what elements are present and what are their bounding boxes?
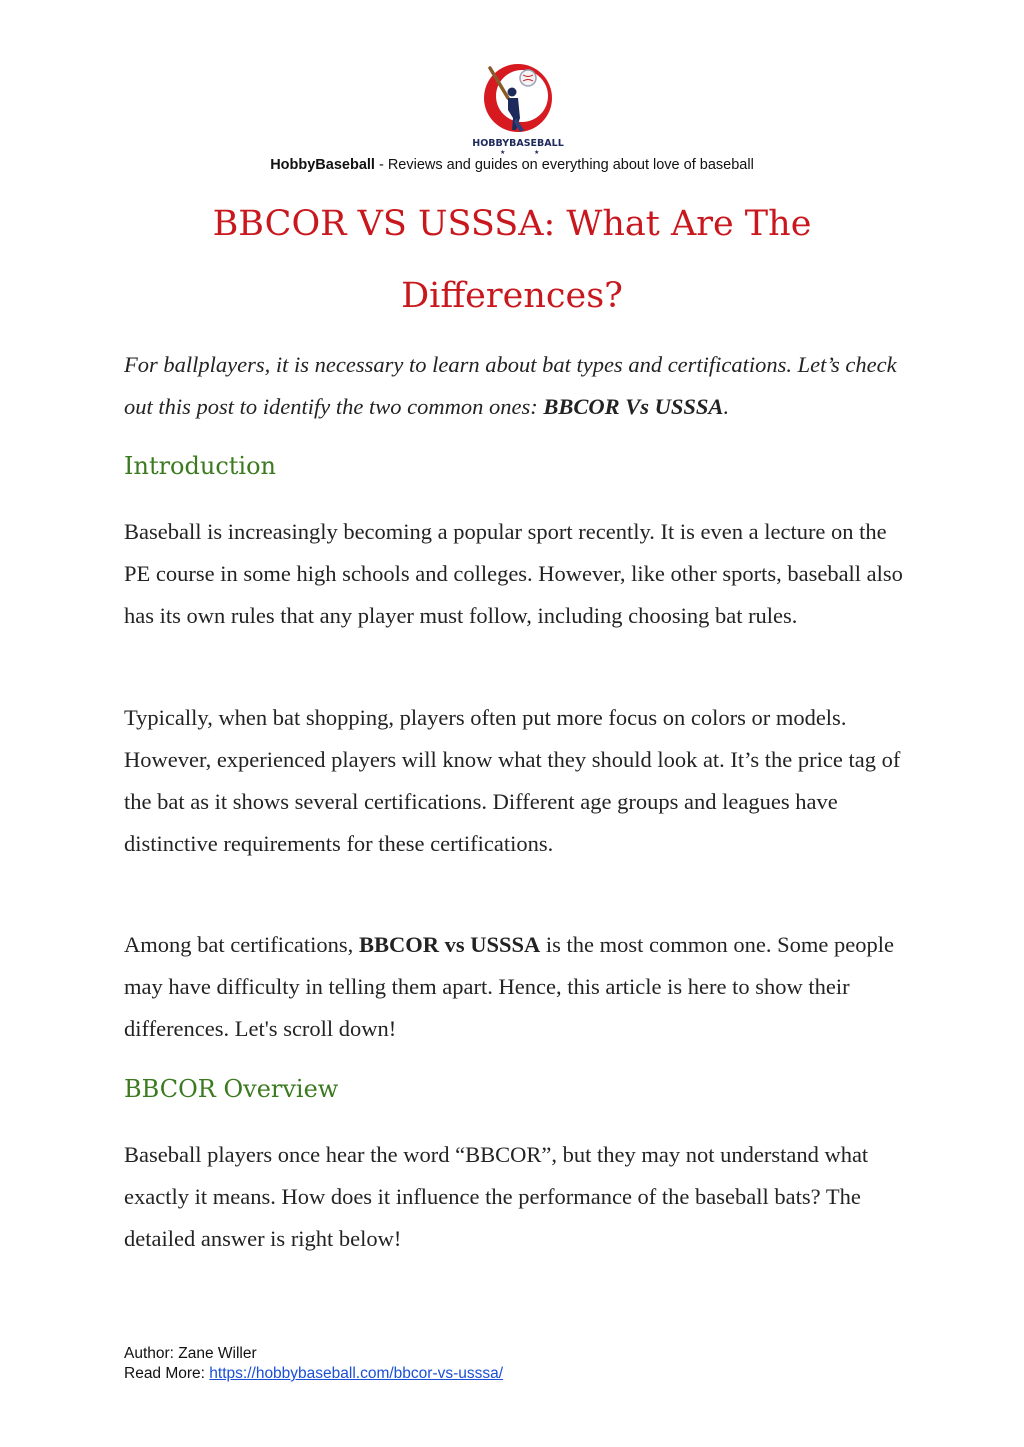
read-more-label: Read More: xyxy=(124,1365,210,1382)
paragraph: Baseball players once hear the word “BBCOR”, but they may not understand what exactly it means. How does it influence the performance of the baseball bats? The detailed answer is right below! xyxy=(124,1142,869,1251)
brand-tagline: - Reviews and guides on everything about love of baseball xyxy=(374,157,754,173)
page-title: BBCOR VS USSSA: What Are The Differences? xyxy=(212,204,812,316)
footer xyxy=(124,1344,503,1384)
author-line: Author: Zane Willer xyxy=(124,1345,257,1362)
read-more-link[interactable]: https://hobbybaseball.com/bbcor-vs-usssa/ xyxy=(209,1365,504,1382)
site-tagline xyxy=(0,157,1024,173)
intro-paragraph xyxy=(124,344,904,428)
read-more-line xyxy=(124,1364,503,1384)
intro-bold: BBCOR Vs USSSA xyxy=(543,394,724,419)
paragraph: Typically, when bat shopping, players often put more focus on colors or models. However, experienced players will know what they should look at. It’s the price tag of the bat as it shows several certifications. Different age groups and leagues have distinctive requirements for these certifications. xyxy=(124,705,901,856)
svg-text:★: ★ xyxy=(500,150,506,154)
hobbybaseball-logo xyxy=(472,58,564,154)
logo-wordmark: HOBBYBASEBALL xyxy=(472,138,564,149)
section-heading-bbcor-overview: BBCOR Overview xyxy=(124,1075,339,1103)
brand-name: HobbyBaseball xyxy=(270,157,375,173)
paragraph: Baseball is increasingly becoming a popular sport recently. It is even a lecture on the PE course in some high schools and colleges. However, like other sports, baseball also has its own rules that any player must follow, including choosing bat rules. xyxy=(124,519,903,628)
paragraph-text: is the most common one. Some people may have difficulty in telling them apart. Hence, this article is here to show their differences. Let's scroll down! xyxy=(124,932,894,1041)
section-heading-introduction: Introduction xyxy=(124,452,276,480)
paragraph xyxy=(124,924,904,1050)
paragraph-text: Among bat certifications, xyxy=(124,932,359,957)
intro-end: . xyxy=(723,394,730,419)
intro-text: For ballplayers, it is necessary to learn about bat types and certifications. Let’s check out this post to identify the two common ones: xyxy=(124,352,897,419)
paragraph-bold: BBCOR vs USSSA xyxy=(358,932,541,957)
svg-text:★: ★ xyxy=(534,150,540,154)
